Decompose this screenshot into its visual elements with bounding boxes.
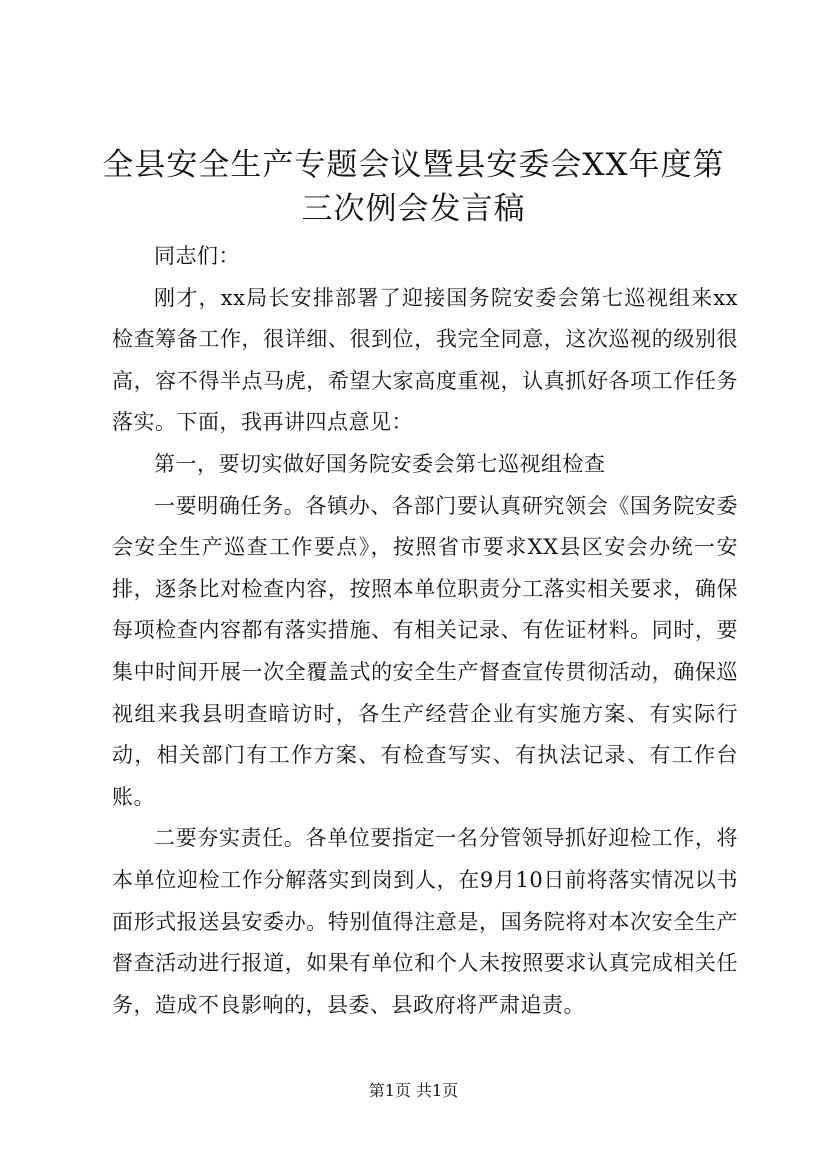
salutation-paragraph: 同志们： — [154, 244, 240, 268]
responsibility-paragraph: 二要夯实责任。各单位要指定一名分管领导抓好迎检工作，将本单位迎检工作分解落实到岗到人，在9月10日前将落实情况以书面形式报送县安委办。特别值得注意是，国务院将对本次安全生产督查活动进行报道，如果有单位和个人未按照要求认真完成相关任务，造成不良影响的，县委、县政府将严肃追责。 — [112, 826, 738, 1017]
task-paragraph: 一要明确任务。各镇办、各部门要认真研究领会《国务院安委会安全生产巡查工作要点》，按照省市要求XX县区安会办统一安排，逐条比对检查内容，按照本单位职责分工落实相关要求，确保每项检查内容都有落实措施、有相关记录、有佐证材料。同时，要集中时间开展一次全覆盖式的安全生产督查宣传贯彻活动，确保巡视组来我县明查暗访时，各生产经营企业有实施方案、有实际行动，相关部门有工作方案、有检查写实、有执法记录、有工作台账。 — [112, 493, 738, 809]
section-heading-first: 第一，要切实做好国务院安委会第七巡视组检查 — [154, 451, 606, 476]
title-line-1: 全县安全生产专题会议暨县安委会XX年度第 — [102, 147, 725, 183]
title-line-2: 三次例会发言稿 — [301, 191, 526, 227]
intro-paragraph: 刚才，xx局长安排部署了迎接国务院安委会第七巡视组来xx检查筹备工作，很详细、很到位，我完全同意，这次巡视的级别很高，容不得半点马虎，希望大家高度重视，认真抓好各项工作任务落实。下面，我再讲四点意见： — [112, 285, 738, 435]
document-title — [80, 143, 747, 231]
page-footer: 第1页 共1页 — [368, 1081, 459, 1100]
document-body — [112, 236, 738, 1026]
